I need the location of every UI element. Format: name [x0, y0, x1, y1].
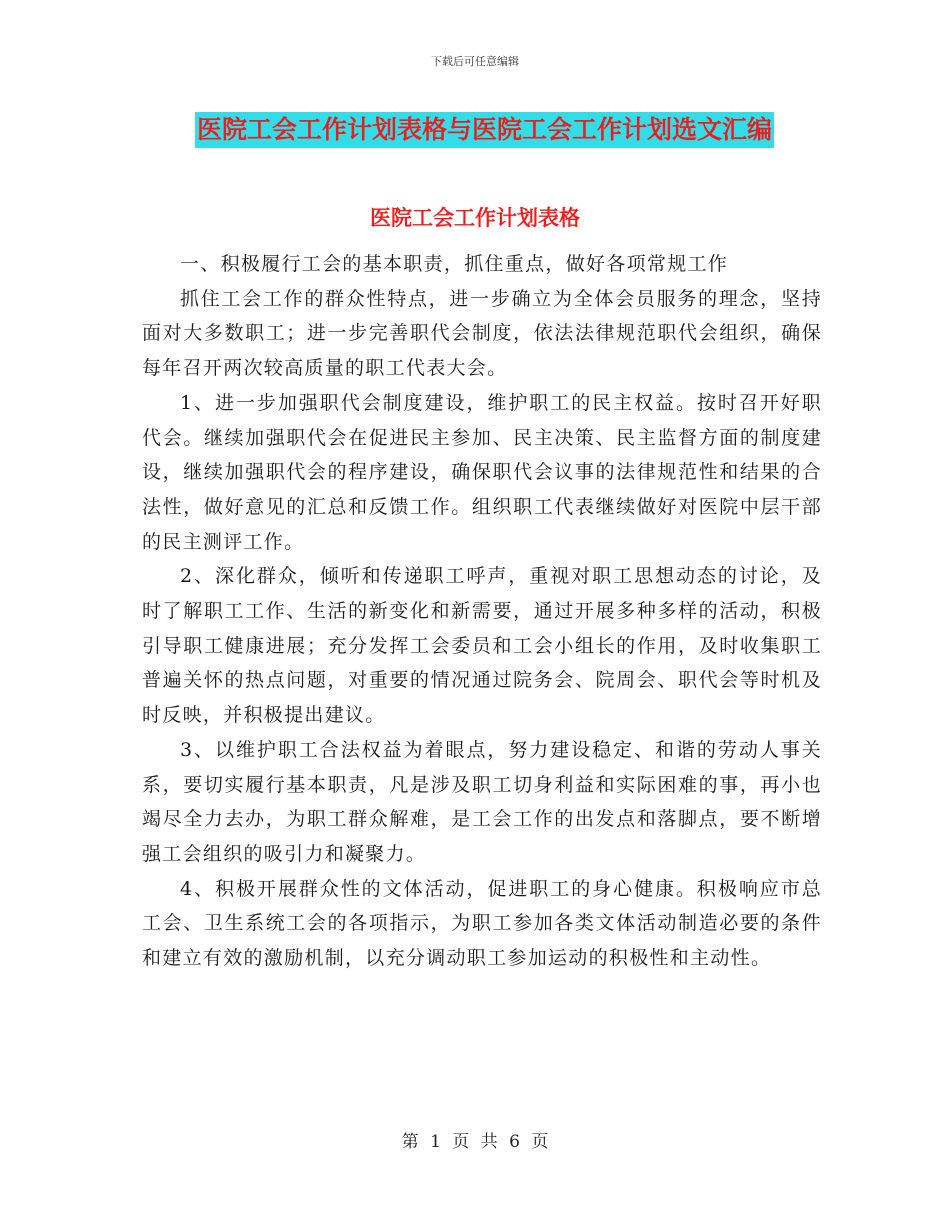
document-title: 医院工会工作计划表格与医院工会工作计划选文汇编 [195, 112, 774, 148]
paragraph: 抓住工会工作的群众性特点，进一步确立为全体会员服务的理念，坚持面对大多数职工；进一步完善职代会制度，依法法律规范职代会组织，确保每年召开两次较高质量的职工代表大会。 [142, 287, 822, 380]
paragraph-item-2: 2、深化群众，倾听和传递职工呼声，重视对职工思想动态的讨论，及时了解职工工作、生活的新变化和新需要，通过开展多种多样的活动，积极引导职工健康进展；充分发挥工会委员和工会小组长的作用，及时收集职工普遍关怀的热点问题，对重要的情况通过院务会、院周会、职代会等时机及时反映，并积极提出建议。 [142, 565, 822, 727]
section-title: 医院工会工作计划表格 [370, 206, 580, 230]
page-footer: 第 1 页 共 6 页 [401, 1132, 549, 1152]
paragraph-item-3: 3、以维护职工合法权益为着眼点，努力建设稳定、和谐的劳动人事关系，要切实履行基本职责，凡是涉及职工切身利益和实际困难的事，再小也竭尽全力去办，为职工群众解难，是工会工作的出发点和落脚点，要不断增强工会组织的吸引力和凝聚力。 [142, 738, 822, 865]
document-body [142, 247, 822, 976]
header-note: 下载后可任意编辑 [431, 55, 519, 68]
paragraph-item-4: 4、积极开展群众性的文体活动，促进职工的身心健康。积极响应市总工会、卫生系统工会的各项指示，为职工参加各类文体活动制造必要的条件和建立有效的激励机制，以充分调动职工参加运动的积极性和主动性。 [142, 877, 822, 970]
paragraph-item-1: 1、进一步加强职代会制度建设，维护职工的民主权益。按时召开好职代会。继续加强职代会在促进民主参加、民主决策、民主监督方面的制度建设，继续加强职代会的程序建设，确保职代会议事的法律规范性和结果的合法性，做好意见的汇总和反馈工作。组织职工代表继续做好对医院中层干部的民主测评工作。 [142, 391, 822, 553]
paragraph-heading-1: 一、积极履行工会的基本职责，抓住重点，做好各项常规工作 [180, 253, 729, 275]
